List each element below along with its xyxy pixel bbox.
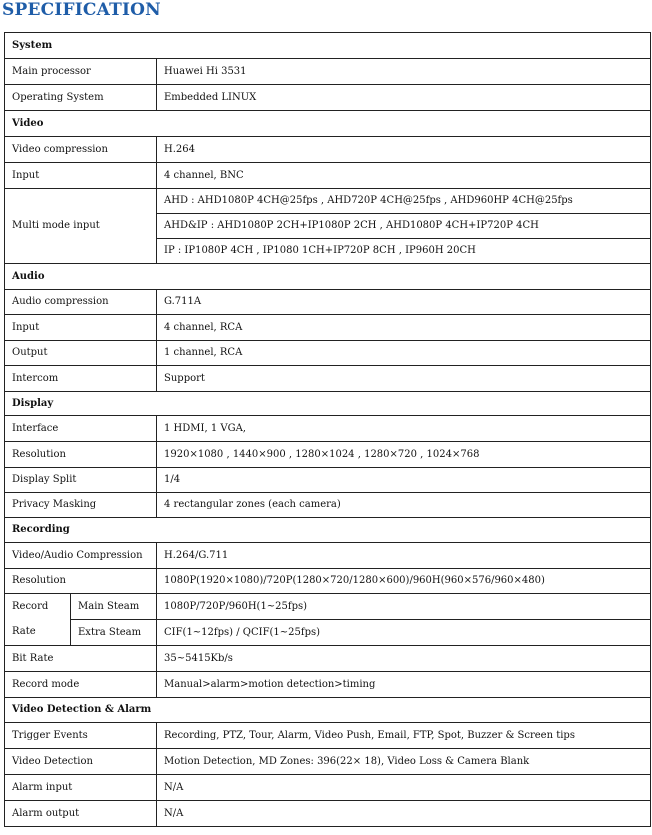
section-row-video: [5, 111, 651, 137]
row-value: CIF(1~12fps) / QCIF(1~25fps): [157, 620, 651, 646]
table-row: [5, 775, 651, 801]
table-row: [5, 189, 651, 214]
rate-label: Rate: [5, 620, 71, 646]
table-row: [5, 620, 651, 646]
table-row: [5, 366, 651, 392]
table-row: [5, 59, 651, 85]
table-row: [5, 341, 651, 366]
row-label: Multi mode input: [5, 189, 157, 264]
row-label: Audio compression: [5, 290, 157, 315]
table-row: [5, 801, 651, 827]
table-row: [5, 290, 651, 315]
row-value: 4 channel, BNC: [157, 163, 651, 189]
row-label: Input: [5, 315, 157, 341]
row-value: Embedded LINUX: [157, 85, 651, 111]
row-label: Display Split: [5, 468, 157, 493]
row-label: Record mode: [5, 672, 157, 698]
record-label: Record: [5, 594, 71, 620]
row-value: AHD&IP : AHD1080P 2CH+IP1080P 2CH , AHD1080P 4CH+IP720P 4CH: [157, 214, 651, 239]
row-label: Interface: [5, 416, 157, 442]
section-row-audio: [5, 264, 651, 290]
row-value: N/A: [157, 801, 651, 827]
row-label: Video compression: [5, 137, 157, 163]
row-label: Bit Rate: [5, 646, 157, 672]
section-row-recording: [5, 518, 651, 543]
specification-table: [4, 32, 651, 827]
section-row-display: [5, 392, 651, 416]
row-value: Support: [157, 366, 651, 392]
section-heading: Recording: [5, 518, 651, 543]
row-value: H.264/G.711: [157, 543, 651, 569]
section-heading: Display: [5, 392, 651, 416]
row-value: 4 rectangular zones (each camera): [157, 493, 651, 518]
row-label: Main Steam: [71, 594, 157, 620]
row-value: AHD : AHD1080P 4CH@25fps , AHD720P 4CH@25fps , AHD960HP 4CH@25fps: [157, 189, 651, 214]
row-value: H.264: [157, 137, 651, 163]
table-row: [5, 163, 651, 189]
row-label: Extra Steam: [71, 620, 157, 646]
row-label: Privacy Masking: [5, 493, 157, 518]
row-label: Trigger Events: [5, 723, 157, 749]
section-row-system: [5, 33, 651, 59]
row-label: Video Detection: [5, 749, 157, 775]
row-label: Video/Audio Compression: [5, 543, 157, 569]
table-row: [5, 416, 651, 442]
section-heading: System: [5, 33, 651, 59]
table-row: [5, 594, 651, 620]
table-row: [5, 749, 651, 775]
section-heading: Video: [5, 111, 651, 137]
row-label: Input: [5, 163, 157, 189]
row-label: Intercom: [5, 366, 157, 392]
row-value: N/A: [157, 775, 651, 801]
table-row: [5, 569, 651, 594]
row-value: 1920×1080 , 1440×900 , 1280×1024 , 1280×720 , 1024×768: [157, 442, 651, 468]
row-value: 35~5415Kb/s: [157, 646, 651, 672]
row-label: Resolution: [5, 569, 157, 594]
row-value: 1080P(1920×1080)/720P(1280×720/1280×600)/960H(960×576/960×480): [157, 569, 651, 594]
section-row-detection: [5, 698, 651, 723]
table-row: [5, 137, 651, 163]
row-value: IP : IP1080P 4CH , IP1080 1CH+IP720P 8CH , IP960H 20CH: [157, 239, 651, 264]
table-row: [5, 468, 651, 493]
table-row: [5, 493, 651, 518]
row-value: Recording, PTZ, Tour, Alarm, Video Push, Email, FTP, Spot, Buzzer & Screen tips: [157, 723, 651, 749]
row-value: Huawei Hi 3531: [157, 59, 651, 85]
row-value: G.711A: [157, 290, 651, 315]
row-value: 1 HDMI, 1 VGA,: [157, 416, 651, 442]
table-row: [5, 442, 651, 468]
table-row: [5, 646, 651, 672]
table-row: [5, 543, 651, 569]
page-title: SPECIFICATION: [2, 0, 161, 20]
section-heading: Video Detection & Alarm: [5, 698, 651, 723]
row-value: 4 channel, RCA: [157, 315, 651, 341]
row-value: 1/4: [157, 468, 651, 493]
row-label: Output: [5, 341, 157, 366]
table-row: [5, 723, 651, 749]
table-row: [5, 85, 651, 111]
row-value: Motion Detection, MD Zones: 396(22× 18), Video Loss & Camera Blank: [157, 749, 651, 775]
row-label: Alarm input: [5, 775, 157, 801]
row-value: Manual>alarm>motion detection>timing: [157, 672, 651, 698]
row-value: 1080P/720P/960H(1~25fps): [157, 594, 651, 620]
table-row: [5, 315, 651, 341]
row-label: Operating System: [5, 85, 157, 111]
row-label: Alarm output: [5, 801, 157, 827]
row-value: 1 channel, RCA: [157, 341, 651, 366]
table-row: [5, 672, 651, 698]
section-heading: Audio: [5, 264, 651, 290]
row-label: Main processor: [5, 59, 157, 85]
row-label: Resolution: [5, 442, 157, 468]
